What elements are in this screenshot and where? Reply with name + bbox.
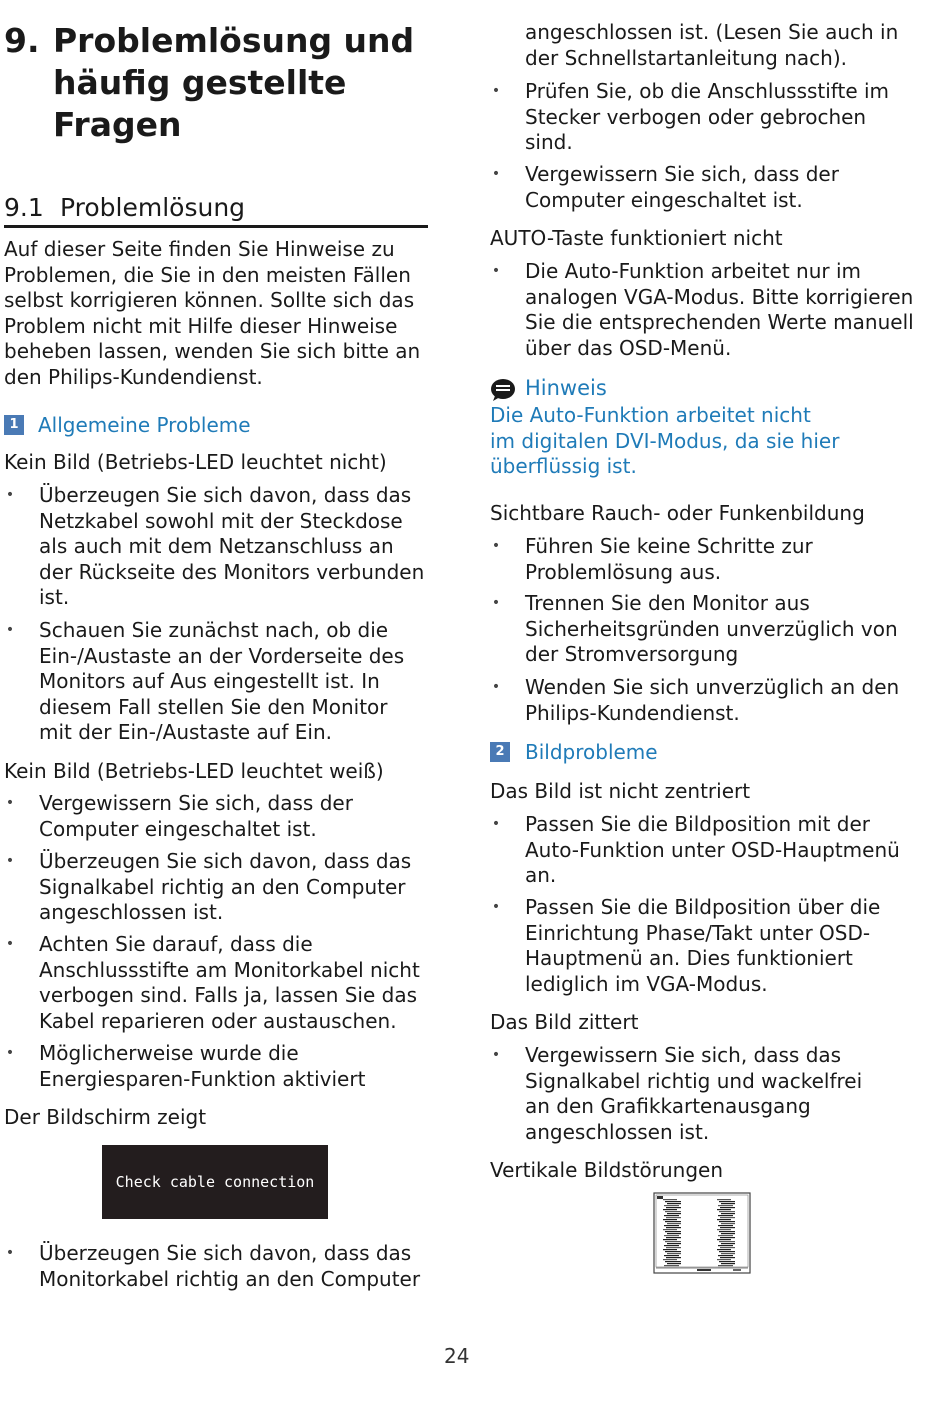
list-item-line: Problemlösung aus. (525, 559, 722, 584)
noise-line (666, 1227, 681, 1228)
noise-line (719, 1211, 735, 1212)
noise-line (664, 1265, 679, 1266)
noise-line (663, 1199, 677, 1200)
section-title (4, 192, 428, 224)
bullet-dot: • (5, 1245, 15, 1261)
list-item-line: an den Grafikkartenausgang (525, 1094, 811, 1119)
list-item-line: Passen Sie die Bildposition mit der (525, 812, 870, 836)
noise-line (665, 1231, 681, 1232)
noise-line (663, 1229, 677, 1230)
problem-heading: Das Bild ist nicht zentriert (490, 779, 751, 803)
noise-line (666, 1257, 681, 1258)
noise-line (667, 1223, 681, 1224)
chapter-title-line: häufig gestellte (53, 63, 347, 102)
noise-line (719, 1231, 735, 1232)
noise-line (665, 1221, 681, 1222)
list-item-line: über das OSD-Menü. (525, 335, 732, 360)
noise-line (718, 1235, 733, 1236)
noise-line (663, 1219, 677, 1220)
bullet-dot: • (491, 166, 501, 182)
noise-line (721, 1233, 735, 1234)
list-item-line: Möglicherweise wurde die (39, 1041, 299, 1065)
noise-line (718, 1205, 733, 1206)
problem-heading: Der Bildschirm zeigt (4, 1105, 207, 1129)
intro-line: Problemen, die Sie in den meisten Fällen (4, 262, 411, 287)
noise-line (721, 1213, 735, 1214)
noise-line (719, 1221, 735, 1222)
list-item-line: Vergewissern Sie sich, dass der (525, 162, 839, 186)
list-item-line: Überzeugen Sie sich davon, dass das (39, 1241, 412, 1265)
noise-line (664, 1205, 679, 1206)
noise-line (666, 1207, 681, 1208)
noise-line (717, 1219, 731, 1220)
section-rule (4, 225, 428, 228)
list-item-line: Energiesparen-Funktion aktiviert (39, 1066, 366, 1091)
list-item-line: Passen Sie die Bildposition über die (525, 895, 881, 919)
chapter-title-line: Problemlösung und (53, 21, 415, 60)
noise-line (720, 1227, 735, 1228)
noise-line (665, 1241, 681, 1242)
bullet-dot: • (5, 622, 15, 638)
list-item-line: mit der Ein-/Austaste auf Ein. (39, 720, 332, 745)
chapter-title-line: Fragen (53, 105, 182, 144)
bullet-dot: • (5, 936, 15, 952)
noise-line (719, 1201, 735, 1202)
note-line: Die Auto-Funktion arbeitet nicht (490, 403, 811, 427)
list-item-line: ist. (39, 585, 70, 610)
noise-line (720, 1207, 735, 1208)
list-item-line: Signalkabel richtig und wackelfrei (525, 1068, 863, 1093)
problem-heading: Vertikale Bildstörungen (490, 1158, 724, 1182)
list-item-line: Vergewissern Sie sich, dass der (39, 791, 353, 815)
noise-line (664, 1225, 679, 1226)
noise-line (664, 1245, 679, 1246)
note-line: im digitalen DVI-Modus, da sie hier (490, 428, 840, 453)
list-item-line: an. (525, 863, 557, 888)
bullet-dot: • (491, 816, 501, 832)
noise-line (718, 1265, 733, 1266)
noise-line (721, 1253, 735, 1254)
noise-line (717, 1249, 731, 1250)
list-item-line: Philips-Kundendienst. (525, 700, 740, 725)
note-title: Hinweis (525, 376, 607, 400)
noise-line (663, 1239, 677, 1240)
noise-line (664, 1215, 679, 1216)
screen-message-box (102, 1145, 328, 1219)
list-item-line: diesem Fall stellen Sie den Monitor (39, 694, 388, 719)
intro-line: beheben lassen, wenden Sie sich bitte an (4, 339, 421, 364)
noise-line (721, 1223, 735, 1224)
list-item-line: Monitorkabel richtig an den Computer (39, 1266, 421, 1291)
list-item-line: Schauen Sie zunächst nach, ob die (39, 618, 389, 642)
noise-line (667, 1213, 681, 1214)
bullet-dot: • (491, 83, 501, 99)
list-item-line: analogen VGA-Modus. Bitte korrigieren (525, 284, 914, 309)
noise-line (721, 1203, 735, 1204)
list-item-line: Netzkabel sowohl mit der Steckdose (39, 508, 403, 533)
list-item-line: Die Auto-Funktion arbeitet nur im (525, 259, 862, 283)
bullet-dot: • (5, 853, 15, 869)
noise-line (720, 1217, 735, 1218)
noise-line (717, 1229, 731, 1230)
problem-heading: Das Bild zittert (490, 1010, 639, 1034)
section-title-text: Problemlösung (60, 193, 246, 222)
noise-line (665, 1261, 681, 1262)
intro-paragraph (4, 237, 428, 391)
noise-line (667, 1203, 681, 1204)
list-item-line: angeschlossen ist. (39, 900, 224, 925)
noise-line (665, 1211, 681, 1212)
noise-line (663, 1249, 677, 1250)
intro-line: Problem nicht mit Hilfe dieser Hinweise (4, 313, 398, 338)
noise-line (664, 1235, 679, 1236)
category-title: Bildprobleme (525, 740, 658, 764)
noise-line (663, 1209, 677, 1210)
list-item-line: Stecker verbogen oder gebrochen (525, 104, 867, 129)
bullet-dot: • (491, 679, 501, 695)
section-number: 9.1 (4, 193, 44, 222)
list-item-line: Wenden Sie sich unverzüglich an den (525, 675, 900, 699)
bullet-dot: • (491, 899, 501, 915)
noise-line (663, 1259, 677, 1260)
category-badge: 1 (4, 415, 24, 435)
noise-line (667, 1233, 681, 1234)
bullet-dot: • (491, 263, 501, 279)
noise-line (720, 1237, 735, 1238)
list-item-line: Sicherheitsgründen unverzüglich von (525, 616, 898, 641)
noise-line (717, 1259, 731, 1260)
noise-line (720, 1247, 735, 1248)
noise-line (666, 1237, 681, 1238)
noise-line (667, 1263, 681, 1264)
noise-line (718, 1215, 733, 1216)
noise-line (718, 1255, 733, 1256)
noise-line (720, 1257, 735, 1258)
noise-line (664, 1255, 679, 1256)
list-item-line: Ein-/Austaste an der Vorderseite des (39, 643, 405, 668)
bullet-dot: • (491, 1047, 501, 1063)
problem-heading: Kein Bild (Betriebs-LED leuchtet nicht) (4, 450, 387, 474)
note-icon (490, 378, 516, 402)
list-item-line: Kabel reparieren oder austauschen. (39, 1008, 397, 1033)
list-item-line: Computer eingeschaltet ist. (525, 187, 803, 212)
list-item-line: verbogen sind. Falls ja, lassen Sie das (39, 983, 418, 1008)
list-item-line: der Rückseite des Monitors verbunden (39, 559, 425, 584)
list-item-line: angeschlossen ist. (525, 1119, 710, 1144)
continuation-text (525, 20, 925, 71)
continuation-line: angeschlossen ist. (Lesen Sie auch in (525, 20, 899, 44)
screen-message: Check cable connection (115, 1173, 315, 1191)
list-item-line: Anschlussstifte am Monitorkabel nicht (39, 957, 420, 982)
noise-line (719, 1251, 735, 1252)
noise-line (666, 1217, 681, 1218)
noise-line (718, 1245, 733, 1246)
noise-line (666, 1247, 681, 1248)
noise-line (719, 1261, 735, 1262)
list-item-line: Einrichtung Phase/Takt unter OSD- (525, 920, 871, 945)
chapter-number: 9. (4, 21, 40, 60)
vertical-noise-illustration (653, 1192, 751, 1276)
list-item-line: sind. (525, 130, 573, 155)
list-item-line: als auch mit dem Netzanschluss an (39, 534, 394, 559)
list-item-line: Monitors auf Aus eingestellt ist. In (39, 669, 380, 694)
list-item-line: Führen Sie keine Schritte zur (525, 534, 813, 558)
bullet-dot: • (5, 487, 15, 503)
list-item-line: Trennen Sie den Monitor aus (525, 591, 810, 615)
list-item-line: Sie die entsprechenden Werte manuell (525, 310, 914, 335)
list-item-line: Überzeugen Sie sich davon, dass das (39, 483, 412, 507)
bullet-dot: • (5, 1045, 15, 1061)
note-body (490, 403, 922, 480)
category-title: Allgemeine Probleme (38, 413, 251, 437)
noise-line (717, 1239, 731, 1240)
list-item-line: Auto-Funktion unter OSD-Hauptmenü (525, 837, 900, 862)
intro-line: Auf dieser Seite finden Sie Hinweise zu (4, 237, 395, 261)
list-item-line: Hauptmenü an. Dies funktioniert (525, 946, 853, 971)
intro-line: den Philips-Kundendienst. (4, 364, 263, 389)
list-item-line: Überzeugen Sie sich davon, dass das (39, 849, 412, 873)
bullet-dot: • (5, 795, 15, 811)
noise-line (717, 1199, 731, 1200)
list-item-line: der Stromversorgung (525, 642, 739, 667)
category-badge: 2 (490, 742, 510, 762)
list-item-line: Prüfen Sie, ob die Anschlussstifte im (525, 79, 890, 103)
note-header (490, 376, 690, 404)
intro-line: selbst korrigieren können. Sollte sich das (4, 288, 415, 313)
list-item-line: lediglich im VGA-Modus. (525, 971, 768, 996)
noise-line (717, 1209, 731, 1210)
problem-heading: Sichtbare Rauch- oder Funkenbildung (490, 501, 865, 525)
problem-heading: AUTO-Taste funktioniert nicht (490, 226, 783, 250)
list-item-line: Vergewissern Sie sich, dass das (525, 1043, 842, 1067)
noise-line (719, 1241, 735, 1242)
chapter-title (4, 20, 428, 146)
bullet-dot: • (491, 538, 501, 554)
noise-line (665, 1201, 681, 1202)
bullet-dot: • (491, 595, 501, 611)
noise-line (665, 1251, 681, 1252)
list-item-line: Computer eingeschaltet ist. (39, 816, 317, 841)
note-line: überflüssig ist. (490, 454, 637, 479)
continuation-line: der Schnellstartanleitung nach). (525, 45, 847, 70)
noise-line (721, 1243, 735, 1244)
problem-heading: Kein Bild (Betriebs-LED leuchtet weiß) (4, 759, 384, 783)
list-item-line: Signalkabel richtig an den Computer (39, 874, 406, 899)
page-number: 24 (444, 1344, 470, 1368)
noise-line (718, 1225, 733, 1226)
noise-line (721, 1263, 735, 1264)
list-item-line: Achten Sie darauf, dass die (39, 932, 313, 956)
noise-line (667, 1253, 681, 1254)
noise-line (667, 1243, 681, 1244)
